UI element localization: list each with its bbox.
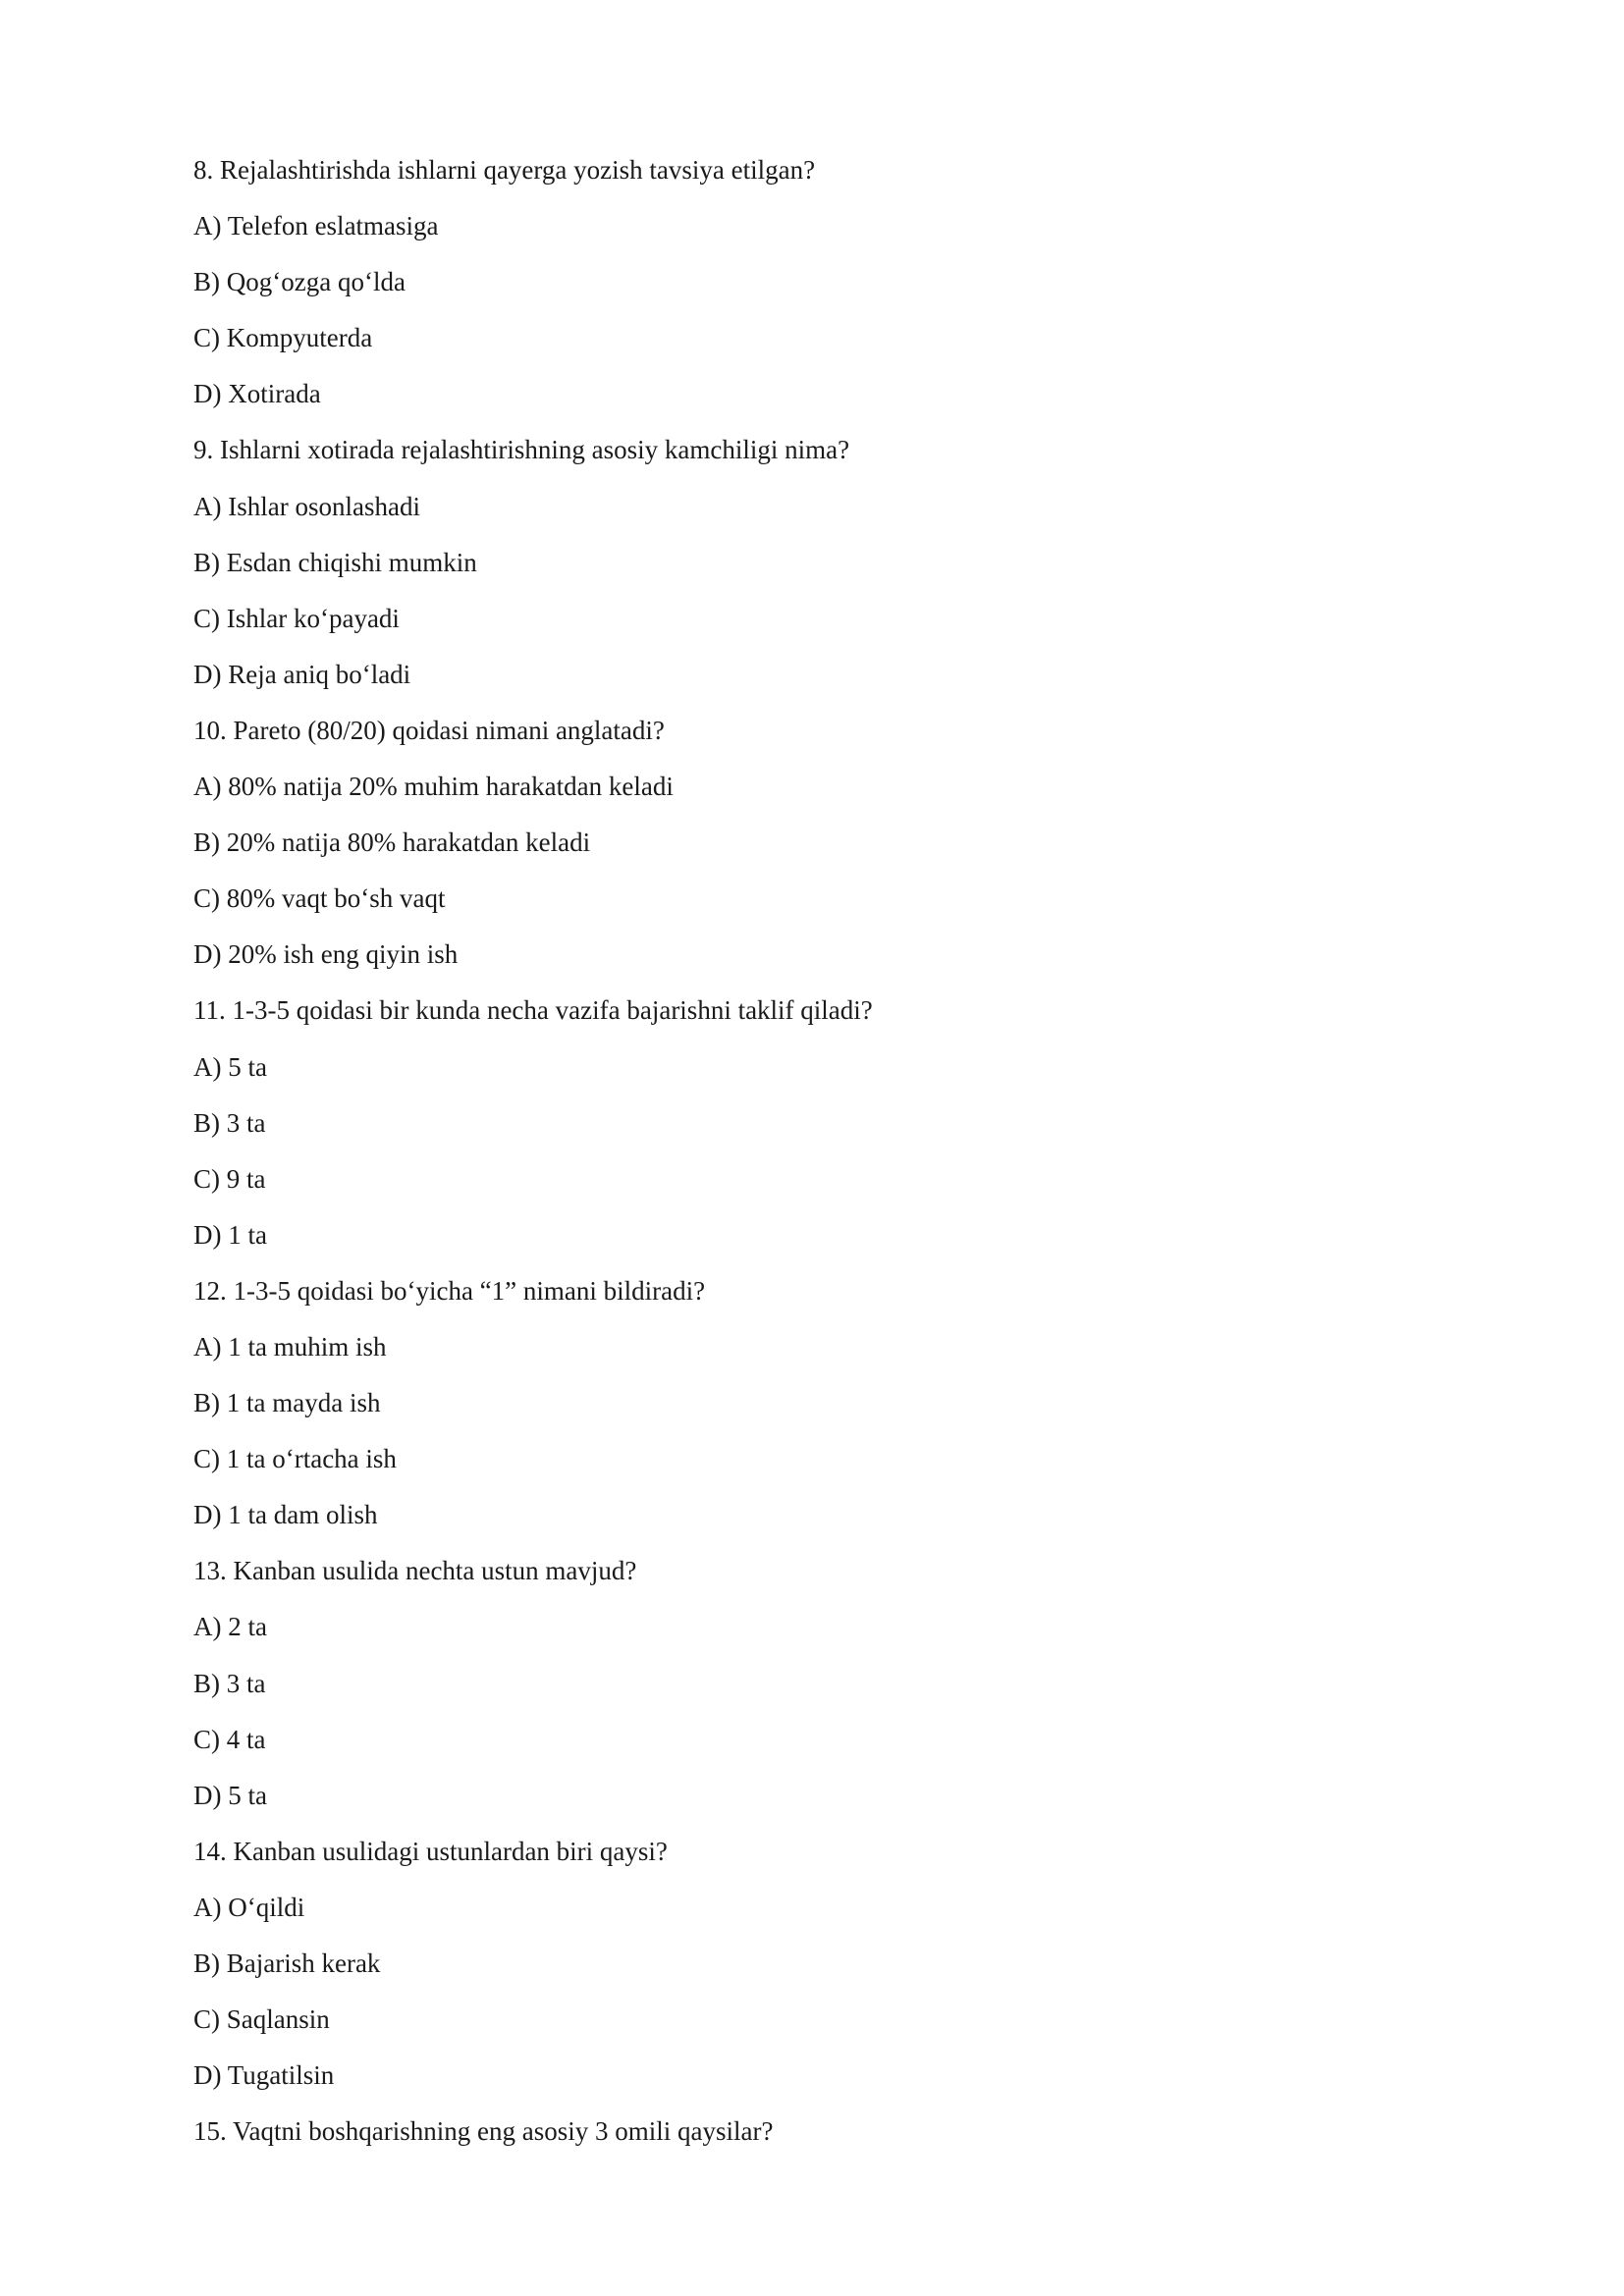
answer-option: D) 1 ta bbox=[193, 1219, 267, 1250]
answer-option: C) Ishlar ko‘payadi bbox=[193, 603, 400, 633]
question-text: 14. Kanban usulidagi ustunlardan biri qaysi? bbox=[193, 1836, 668, 1866]
answer-option: A) Telefon eslatmasiga bbox=[193, 211, 439, 241]
answer-option: D) 5 ta bbox=[193, 1780, 267, 1810]
question-text: 9. Ishlarni xotirada rejalashtirishning asosiy kamchiligi nima? bbox=[193, 435, 850, 465]
answer-option: A) 1 ta muhim ish bbox=[193, 1331, 387, 1362]
answer-option: A) 80% natija 20% muhim harakatdan keladi bbox=[193, 772, 674, 802]
answer-option: D) 1 ta dam olish bbox=[193, 1500, 378, 1530]
answer-option: A) Ishlar osonlashadi bbox=[193, 491, 420, 521]
answer-option: B) Esdan chiqishi mumkin bbox=[193, 547, 477, 577]
answer-option: D) 20% ish eng qiyin ish bbox=[193, 939, 459, 970]
answer-option: B) 3 ta bbox=[193, 1107, 266, 1138]
answer-option: C) 4 ta bbox=[193, 1724, 266, 1754]
answer-option: C) Saqlansin bbox=[193, 2004, 330, 2035]
answer-option: B) Bajarish kerak bbox=[193, 1949, 381, 1978]
answer-option: B) 20% natija 80% harakatdan keladi bbox=[193, 828, 591, 858]
answer-option: D) Xotirada bbox=[193, 379, 321, 409]
question-text: 8. Rejalashtirishda ishlarni qayerga yozish tavsiya etilgan? bbox=[193, 155, 816, 185]
question-text: 10. Pareto (80/20) qoidasi nimani anglatadi? bbox=[193, 715, 665, 745]
question-text: 15. Vaqtni boshqarishning eng asosiy 3 omili qaysilar? bbox=[193, 2116, 774, 2147]
answer-option: B) 3 ta bbox=[193, 1668, 266, 1698]
answer-option: A) O‘qildi bbox=[193, 1892, 305, 1922]
answer-option: C) Kompyuterda bbox=[193, 323, 373, 353]
answer-option: D) Reja aniq bo‘ladi bbox=[193, 659, 411, 689]
answer-option: B) Qog‘ozga qo‘lda bbox=[193, 267, 406, 297]
answer-option: B) 1 ta mayda ish bbox=[193, 1388, 381, 1418]
question-list bbox=[193, 150, 1431, 2167]
question-text: 13. Kanban usulida nechta ustun mavjud? bbox=[193, 1556, 637, 1586]
answer-option: A) 2 ta bbox=[193, 1612, 267, 1642]
answer-option: C) 80% vaqt bo‘sh vaqt bbox=[193, 883, 446, 914]
question-text: 12. 1-3-5 qoidasi bo‘yicha “1” nimani bildiradi? bbox=[193, 1275, 706, 1306]
answer-option: A) 5 ta bbox=[193, 1051, 267, 1082]
answer-option: C) 1 ta o‘rtacha ish bbox=[193, 1444, 397, 1474]
question-text: 11. 1-3-5 qoidasi bir kunda necha vazifa bajarishni taklif qiladi? bbox=[193, 995, 873, 1026]
answer-option: C) 9 ta bbox=[193, 1163, 266, 1194]
answer-option: D) Tugatilsin bbox=[193, 2060, 335, 2091]
